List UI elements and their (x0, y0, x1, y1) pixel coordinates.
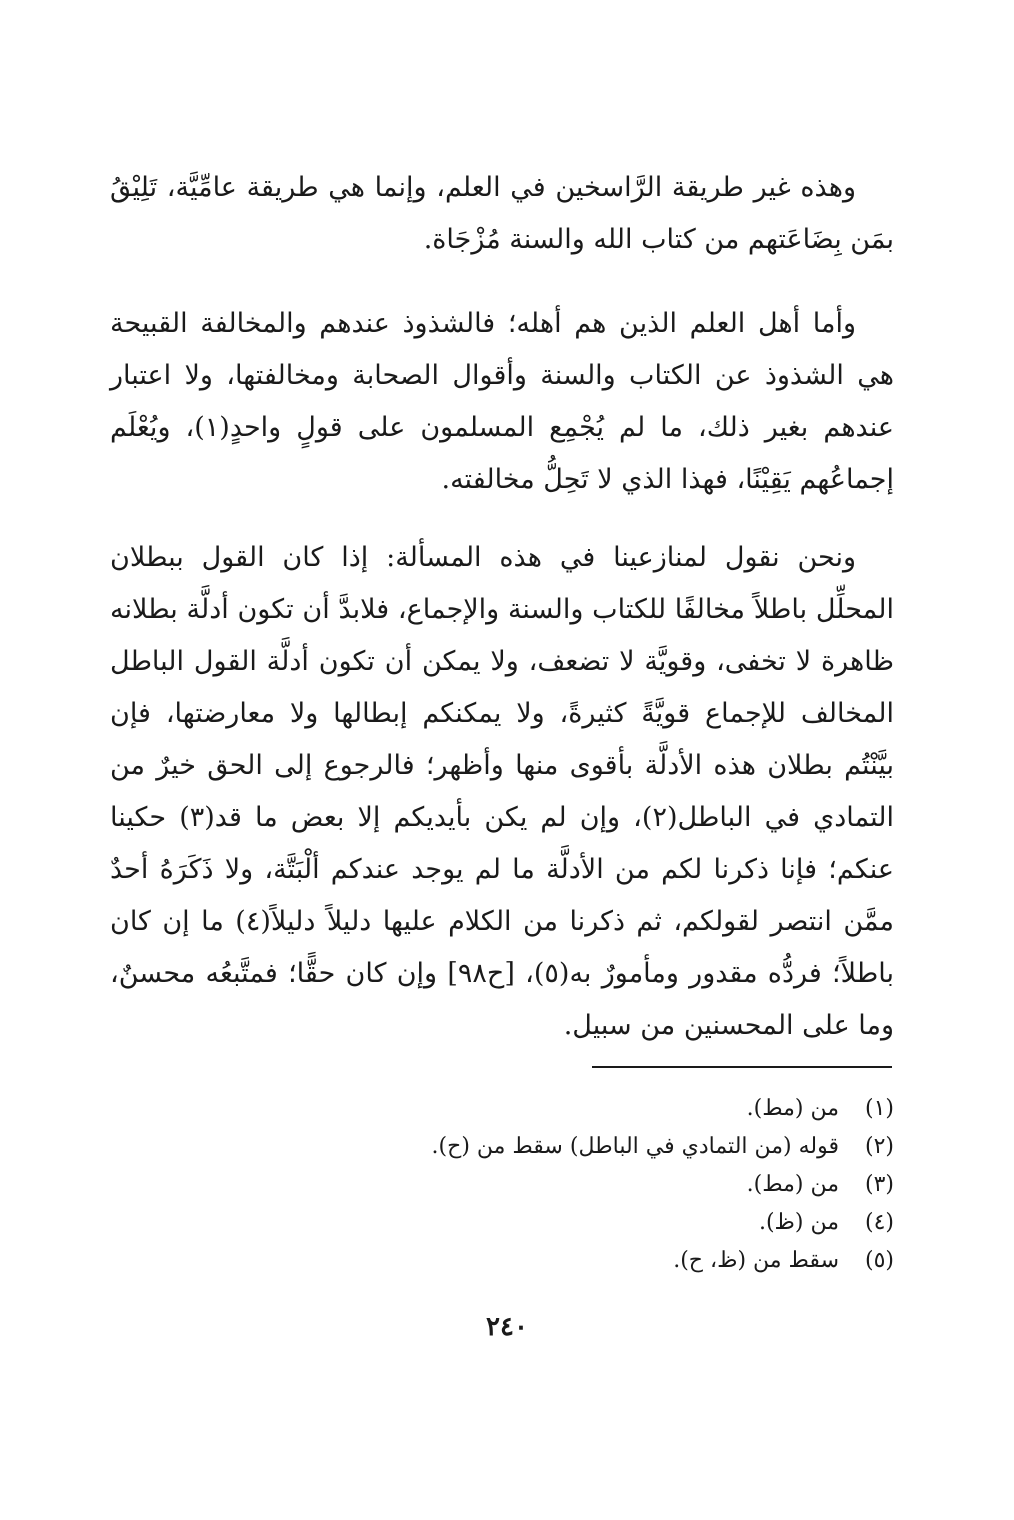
body-paragraph (110, 162, 894, 266)
paragraph-text: وأما أهل العلم الذين هم أهله؛ فالشذوذ عندهم والمخالفة القبيحة هي الشذوذ عن الكتاب والسنة وأقوال الصحابة ومخالفتها، ولا اعتبار عندهم بغير ذلك، ما لم يُجْمِع المسلمون على قولٍ واحدٍ(١)، ويُعْلَم إجماعُهم يَقِيْنًا، فهذا الذي لا تَحِلُّ مخالفته. (110, 308, 894, 495)
footnote-text: من (مط). (746, 1172, 839, 1197)
footnote-number: (٥) (864, 1248, 894, 1273)
footnote-divider (592, 1066, 892, 1068)
paragraph-text: ونحن نقول لمنازعينا في هذه المسألة: إذا كان القول ببطلان المحلِّل باطلاً مخالفًا للكتاب والسنة والإجماع، فلابدَّ أن تكون أدلَّة بطلانه ظاهرة لا تخفى، وقويَّة لا تضعف، ولا يمكن أن تكون أدلَّة القول الباطل المخالف للإجماع قويَّةً كثيرةً، ولا يمكنكم إبطالها ولا معارضتها، فإن بيَّنْتُم بطلان هذه الأدلَّة بأقوى منها وأظهر؛ فالرجوع إلى الحق خيرٌ من التمادي في الباطل(٢)، وإن لم يكن بأيديكم إلا بعض ما قد(٣) حكينا عنكم؛ فإنا ذكرنا لكم من الأدلَّة ما لم يوجد عندكم ألْبَتَّة، ولا ذَكَرَهُ أحدٌ ممَّن انتصر لقولكم، ثم ذكرنا من الكلام عليها دليلاً دليلاً(٤) ما إن كان باطلاً؛ فردُّه مقدور ومأمورٌ به(٥)، [ح٩٨] وإن كان حقًّا؛ فمتَّبعُه محسنٌ، وما على المحسنين من سبيل. (110, 542, 894, 1041)
footnote-text: من (مط). (746, 1096, 839, 1121)
footnote-number: (٣) (864, 1172, 894, 1197)
footnote-item (110, 1090, 894, 1128)
footnote-item (110, 1242, 894, 1280)
footnote-text: من (ظ). (758, 1210, 839, 1235)
footnotes-list (110, 1090, 894, 1280)
footnote-text: سقط من (ظ، ح). (673, 1248, 839, 1273)
paragraph-text: وهذه غير طريقة الرَّاسخين في العلم، وإنما هي طريقة عامِّيَّة، تَلِيْقُ بمَن بِضَاعَتهم من كتاب الله والسنة مُزْجَاة. (110, 172, 894, 255)
page-number: ٢٤٠ (486, 1312, 528, 1342)
footnote-text: قوله (من التمادي في الباطل) سقط من (ح). (431, 1134, 839, 1159)
footnote-number: (٢) (864, 1134, 894, 1159)
footnote-number: (٤) (864, 1210, 894, 1235)
body-paragraph (110, 298, 894, 506)
footnote-number: (١) (864, 1096, 894, 1121)
body-paragraph (110, 532, 894, 1052)
footnote-item (110, 1204, 894, 1242)
footnote-item (110, 1166, 894, 1204)
footnote-item (110, 1128, 894, 1166)
